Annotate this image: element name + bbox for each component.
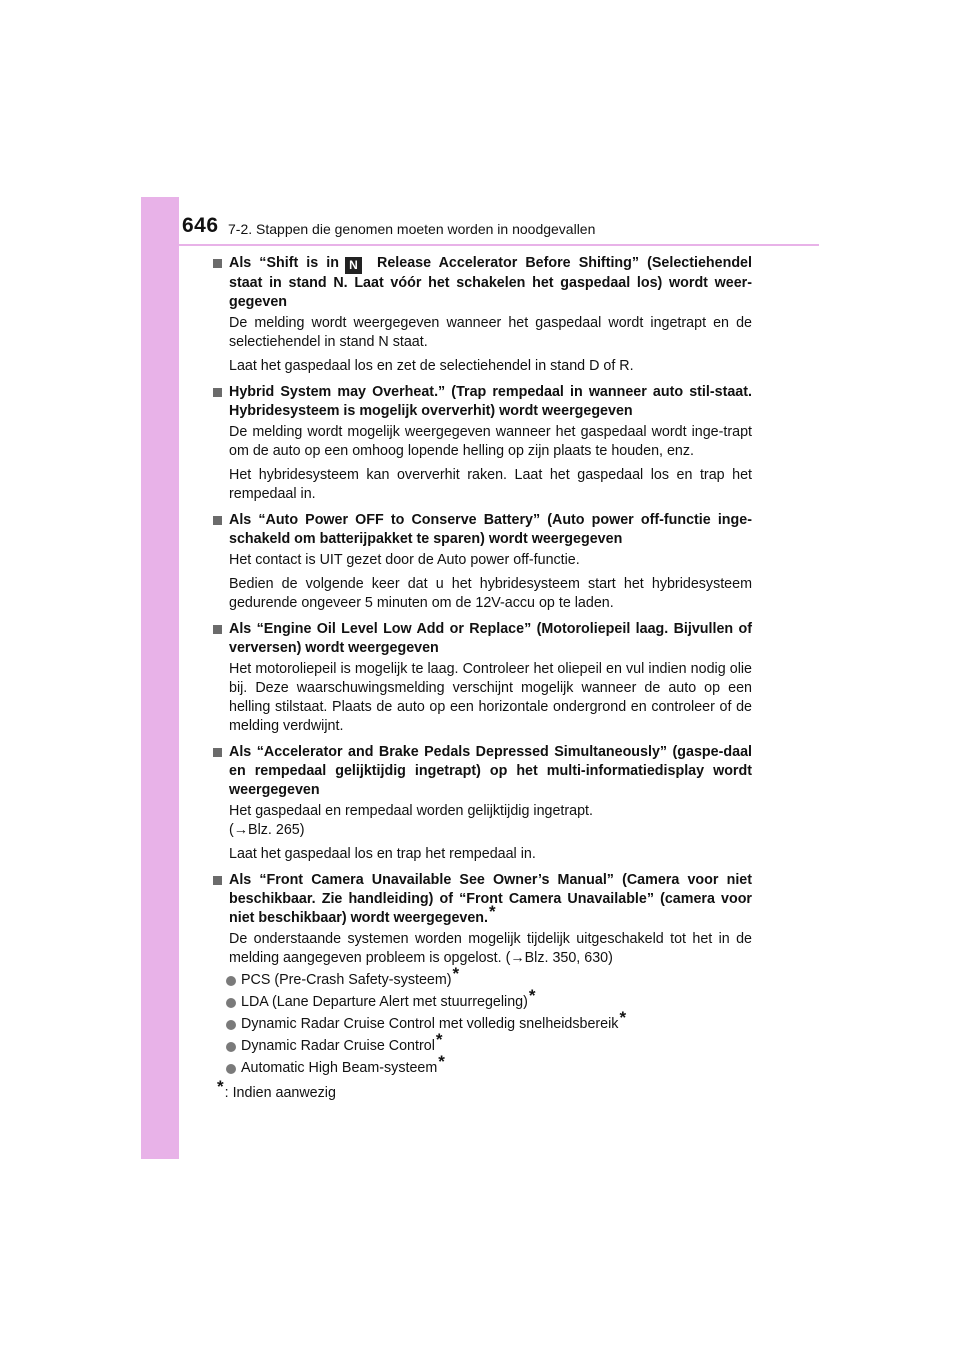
section-heading (212, 743, 752, 800)
paragraph: De melding wordt weergegeven wanneer het gaspedaal wordt ingetrapt en de selectiehendel in stand N staat. (229, 315, 752, 350)
list-item-text: Automatic High Beam-systeem (241, 1060, 438, 1076)
paragraph: De onderstaande systemen worden mogelijk tijdelijk uitgeschakeld tot het in de melding aangegeven probleem is opgelost. (→Blz. 350, 630) (229, 931, 752, 966)
paragraph: Het contact is UIT gezet door de Auto power off-functie. (229, 552, 580, 568)
chapter-side-band (141, 197, 179, 1159)
page-content (212, 254, 752, 1103)
footnote-marker: * (435, 1030, 443, 1049)
section-heading (212, 383, 752, 421)
paragraph: De melding wordt mogelijk weergegeven wanneer het gaspedaal wordt inge-trapt om de auto op een omhoog lopende helling op zijn plaats te houden, enz. (229, 424, 752, 459)
paragraph: Het motoroliepeil is mogelijk te laag. Controleer het oliepeil en vul indien nodig olie bij. Deze waarschuwingsmelding verschijnt mogelijk wanneer de auto op een helling stilstaat. Plaats de auto op een horizontale ondergrond en controleer of de melding verdwijnt. (229, 661, 752, 734)
footnote-marker: * (528, 986, 536, 1005)
heading-text: Als “Accelerator and Brake Pedals Depressed Simultaneously” (gaspe-daal en rempedaal gelijktijdig ingetrapt) op het multi-informatiedisplay wordt weergegeven (229, 744, 752, 798)
header-rule (141, 244, 819, 246)
paragraph (212, 802, 752, 840)
list-item-text: Dynamic Radar Cruise Control met volledig snelheidsbereik (241, 1016, 619, 1032)
filled-circle-icon (226, 1042, 236, 1052)
footnote-marker: * (217, 1077, 224, 1096)
list-item (212, 986, 752, 1012)
filled-square-icon (213, 625, 222, 634)
filled-circle-icon (226, 1020, 236, 1030)
filled-square-icon (213, 876, 222, 885)
paragraph: Bedien de volgende keer dat u het hybridesysteem start het hybridesysteem gedurende ongeveer 5 minuten om de 12V-accu op te laden. (229, 576, 752, 611)
page-number: 646 (182, 214, 219, 237)
paragraph: Het hybridesysteem kan oververhit raken. Laat het gaspedaal los en trap het rempedaal in. (229, 467, 752, 502)
section-heading (212, 620, 752, 658)
footnote-marker: * (438, 1052, 445, 1071)
footnote-marker: * (489, 902, 496, 921)
list-item (212, 1052, 752, 1078)
section-heading (212, 254, 752, 312)
filled-circle-icon (226, 1064, 236, 1074)
filled-circle-icon (226, 998, 236, 1008)
filled-square-icon (213, 388, 222, 397)
filled-square-icon (213, 516, 222, 525)
footnote-marker: * (619, 1008, 627, 1027)
filled-circle-icon (226, 976, 236, 986)
paragraph-text: Het gaspedaal en rempedaal worden gelijktijdig ingetrapt. (229, 803, 594, 819)
heading-text: Hybrid System may Overheat.” (Trap rempedaal in wanneer auto stil-staat. Hybridesysteem is mogelijk oververhit) wordt weergegeven (229, 384, 752, 419)
section-heading (212, 871, 752, 928)
filled-square-icon (213, 259, 222, 268)
filled-square-icon (213, 748, 222, 757)
footnote-text: : Indien aanwezig (224, 1085, 336, 1101)
section-heading (212, 511, 752, 549)
footnote-marker: * (452, 964, 460, 983)
list-item (212, 1008, 752, 1034)
list-item (212, 1030, 752, 1056)
list-item (212, 964, 752, 990)
section-title: 7-2. Stappen die genomen moeten worden in noodgevallen (228, 221, 596, 237)
list-item-text: LDA (Lane Departure Alert met stuurregeling) (241, 994, 528, 1010)
heading-text: Als “Front Camera Unavailable See Owner’s Manual” (Camera voor niet beschikbaar. Zie handleiding) of “Front Camera Unavailable” (camera voor niet beschikbaar) wordt weergegeven. (229, 872, 752, 926)
list-item-text: PCS (Pre-Crash Safety-systeem) (241, 972, 452, 988)
footnote (212, 1077, 752, 1103)
page-reference: (→Blz. 265) (229, 822, 305, 838)
heading-text: Als “Engine Oil Level Low Add or Replace” (Motoroliepeil laag. Bijvullen of verversen) wordt weergegeven (229, 621, 752, 656)
heading-text-pre: Als “Shift is in (229, 255, 339, 271)
heading-text: Als “Auto Power OFF to Conserve Battery” (Auto power off-functie inge-schakeld om batterijpakket te sparen) wordt weergegeven (229, 512, 752, 547)
n-position-icon: N (345, 257, 362, 274)
paragraph: Laat het gaspedaal los en zet de selectiehendel in stand D of R. (229, 358, 634, 374)
list-item-text: Dynamic Radar Cruise Control (241, 1038, 435, 1054)
heading-text-post: Release Accelerator Before Shifting” (Selectiehendel staat in stand N. Laat vóór het schakelen het gaspedaal los) wordt weer-gegeven (229, 255, 752, 310)
paragraph: Laat het gaspedaal los en trap het rempedaal in. (229, 846, 536, 862)
